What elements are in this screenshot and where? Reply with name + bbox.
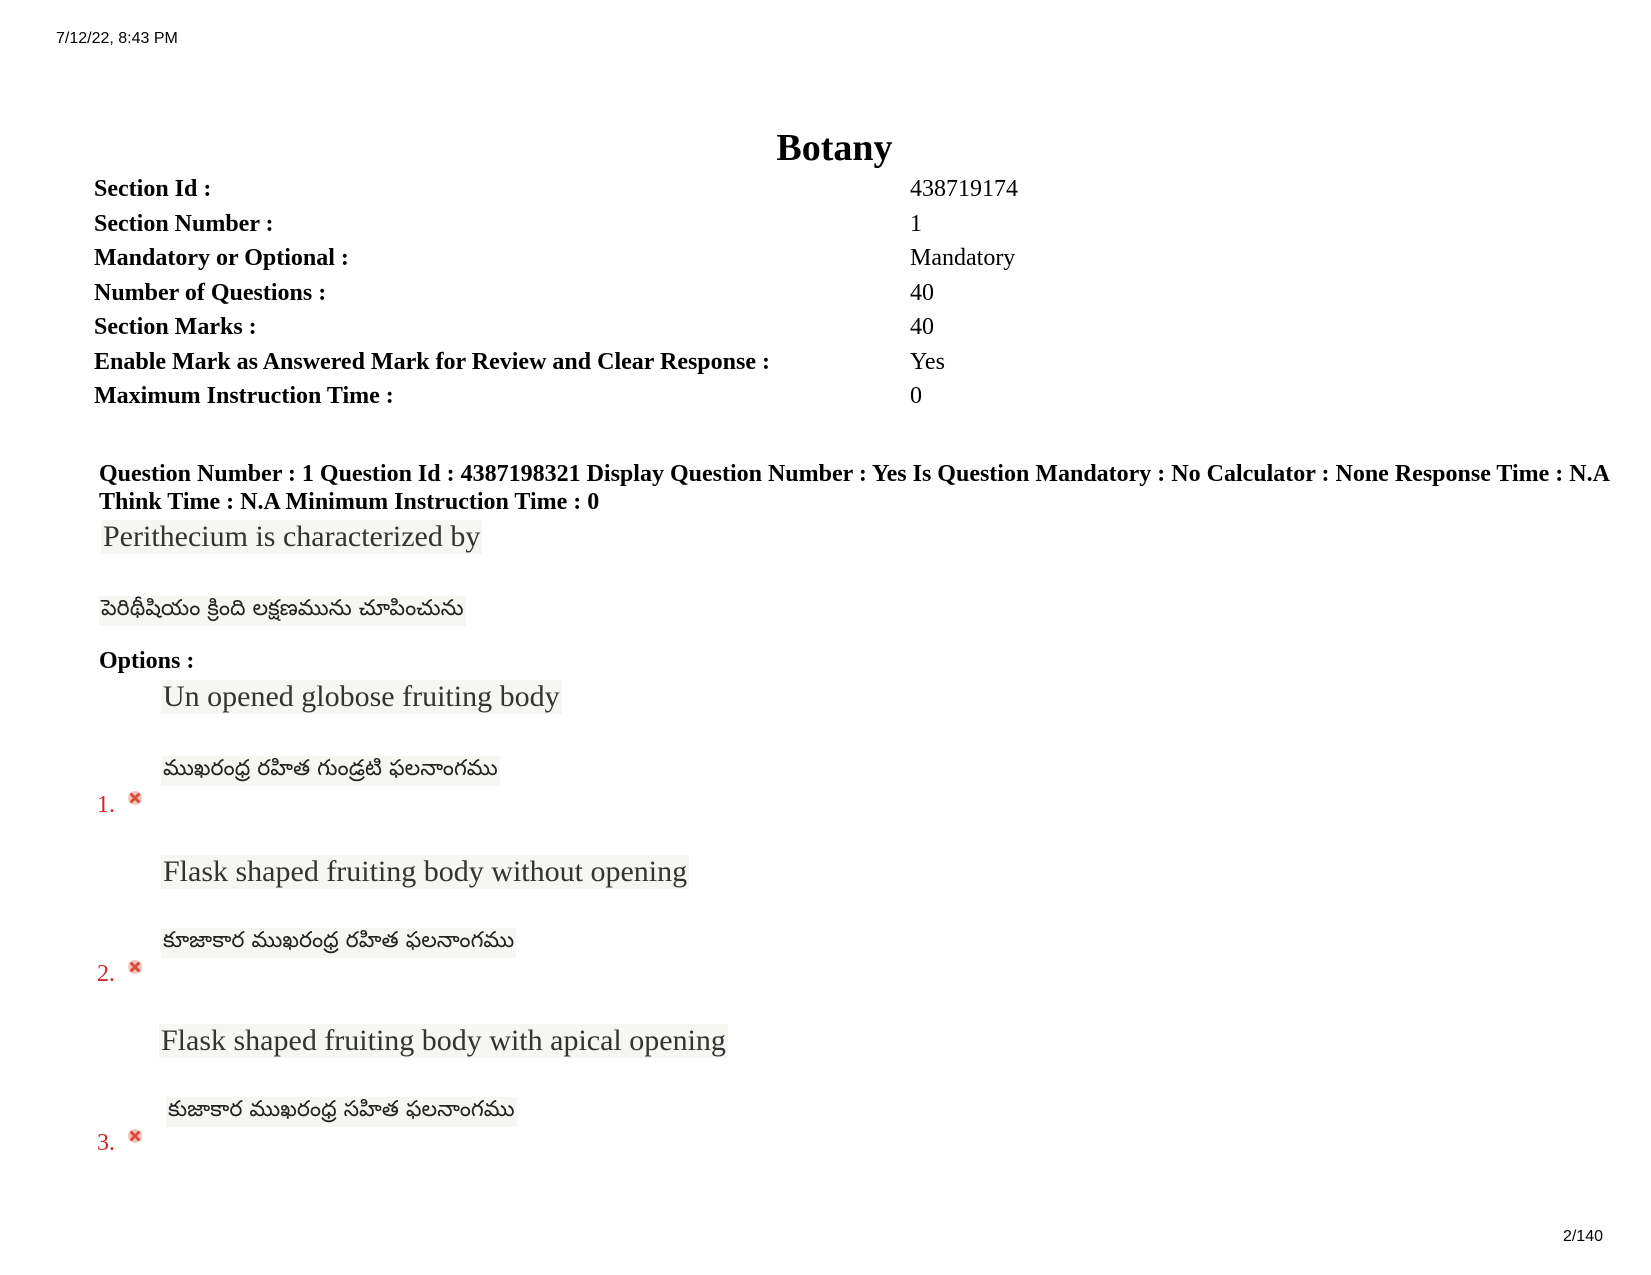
wrong-icon	[127, 790, 143, 806]
info-label: Section Marks :	[94, 314, 257, 340]
print-date: 7/12/22, 8:43 PM	[56, 30, 178, 47]
wrong-icon	[127, 1128, 143, 1144]
info-label: Mandatory or Optional :	[94, 245, 349, 271]
option-text-telugu: కూజాకార ముఖరంధ్ర రహిత ఫలనాంగము	[161, 928, 516, 958]
option-text-english: Un opened globose fruiting body	[163, 680, 560, 713]
info-label: Section Id :	[94, 176, 212, 202]
info-label: Enable Mark as Answered Mark for Review and Clear Response :	[94, 348, 770, 375]
info-value: Mandatory	[910, 245, 1016, 271]
info-value: 40	[910, 279, 934, 306]
info-value: 0	[910, 383, 922, 409]
info-value: 1	[910, 210, 922, 237]
info-value: 40	[910, 314, 934, 340]
info-value: 438719174	[910, 176, 1018, 202]
question-header: Question Number : 1 Question Id : 4387198321 Display Question Number : Yes Is Question Mandatory : No Calculator : None Response Time : N.A Think Time : N.A Minimum Instruction Time : 0	[99, 461, 1609, 515]
page-number: 2/140	[1562, 1228, 1603, 1245]
option-text-english: Flask shaped fruiting body without opening	[163, 855, 688, 888]
info-label: Section Number :	[94, 210, 274, 237]
option-number: 1.	[97, 792, 115, 818]
info-label: Number of Questions :	[94, 279, 327, 306]
info-label: Maximum Instruction Time :	[94, 383, 394, 409]
option-text-telugu: ముఖరంధ్ర రహిత గుండ్రటి ఫలనాంగము	[161, 756, 500, 786]
option-number: 2.	[97, 961, 115, 987]
section-title: Botany	[776, 127, 893, 169]
question-text-english: Perithecium is characterized by	[103, 520, 481, 553]
info-value: Yes	[910, 348, 945, 375]
option-text-english: Flask shaped fruiting body with apical opening	[161, 1024, 726, 1057]
option-text-telugu: కుజాకార ముఖరంధ్ర సహిత ఫలనాంగము	[166, 1097, 517, 1127]
question-text-telugu: పెరిథీషియం క్రింది లక్షణమును చూపించును	[99, 596, 466, 626]
option-number: 3.	[97, 1130, 115, 1156]
options-label: Options :	[99, 648, 195, 674]
wrong-icon	[127, 959, 143, 975]
